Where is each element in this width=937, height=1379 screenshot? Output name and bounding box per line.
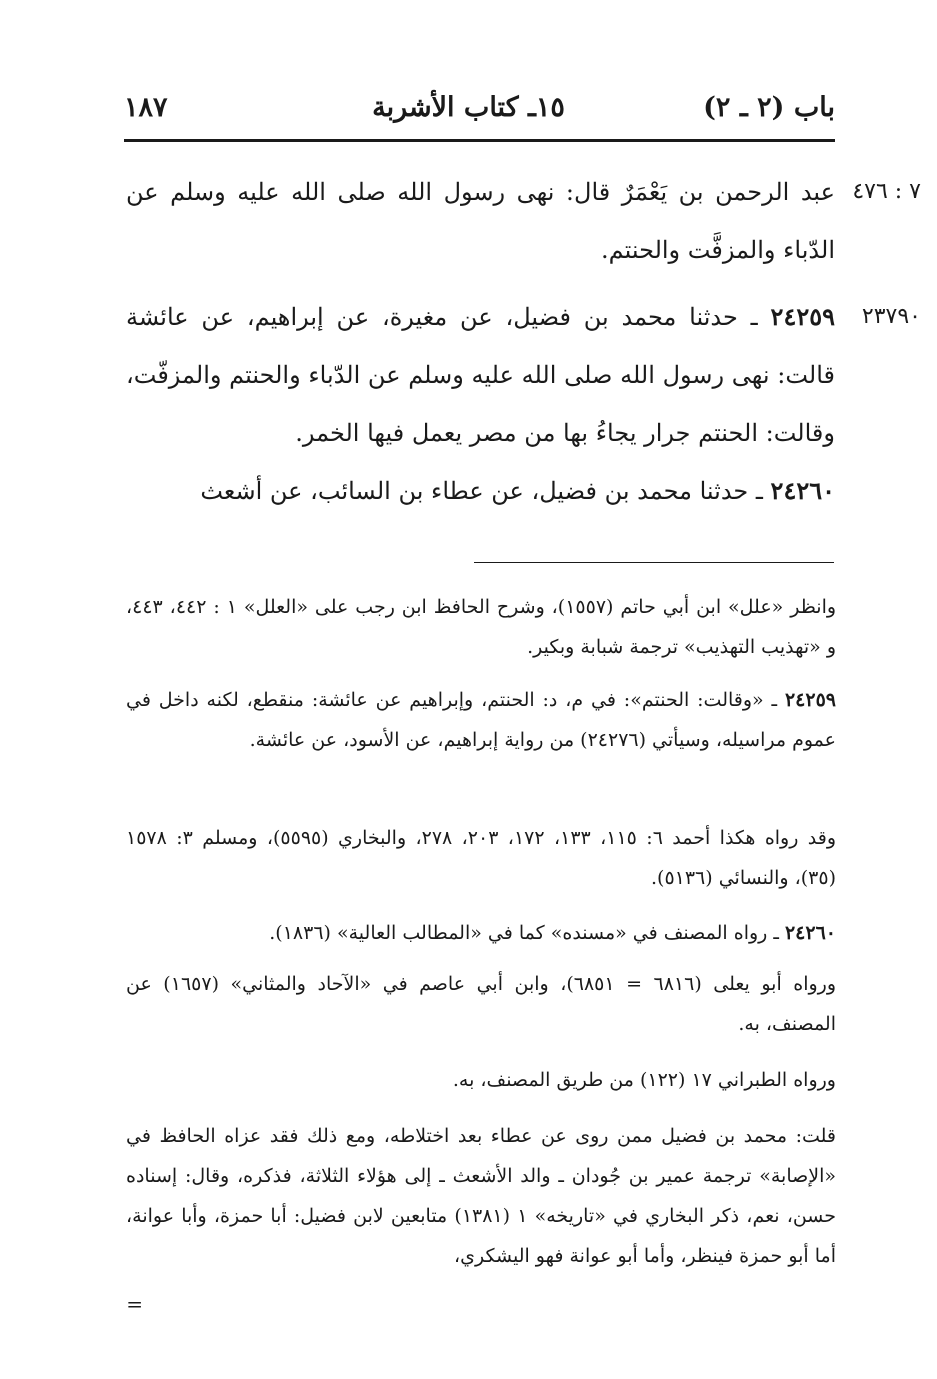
hadith-24259 [126, 288, 835, 462]
margin-reference-2: ٢٣٧٩٠ [861, 304, 921, 329]
footnote-24259 [126, 680, 836, 760]
hadith-24260-body [126, 462, 835, 520]
hadith-number: ٢٤٢٥٩ [770, 302, 835, 331]
margin-reference-1: ٧ : ٤٧٦ [852, 179, 921, 204]
footnote-3 [126, 818, 836, 898]
footnote-24260-body: ـ رواه المصنف في «مسنده» كما في «المطالب العالية» (١٨٣٦). [269, 922, 785, 944]
footnote-number: ٢٤٢٥٩ [784, 689, 836, 711]
hadith-24259-body [126, 288, 835, 462]
footnote-5-text: ورواه أبو يعلى (٦٨١٦ = ٦٨٥١)، وابن أبي عاصم في «الآحاد والمثاني» (١٦٥٧) عن المصنف، به. [126, 973, 836, 1035]
footnote-7 [126, 1116, 836, 1276]
footnote-1-text: وانظر «علل» ابن أبي حاتم (١٥٥٧)، وشرح الحافظ ابن رجب على «العلل» ١ : ٤٤٢، ٤٤٣، و «تهذيب التهذيب» ترجمة شبابة وبكير. [126, 596, 837, 658]
header-rule [124, 139, 835, 142]
hadith-24259-text: ـ حدثنا محمد بن فضيل، عن مغيرة، عن إبراهيم، عن عائشة قالت: نهى رسول الله صلى الله عليه وسلم عن الدّباء والحنتم والمزفّت، وقالت: الحنتم جرار يجاءُ بها من مصر يعمل فيها الخمر. [126, 303, 835, 447]
continuation-mark: = [126, 1292, 143, 1316]
hadith-text-1 [126, 163, 835, 279]
footnote-5 [126, 964, 836, 1044]
hadith-24260 [126, 462, 835, 520]
footnote-24260 [126, 913, 836, 953]
footnote-24259-text [126, 680, 836, 760]
footnote-24260-text [126, 913, 836, 953]
book-title: ١٥ـ كتاب الأشربة [372, 92, 565, 123]
footnote-6 [126, 1060, 836, 1100]
hadith-text-1-body: عبد الرحمن بن يَعْمَرٌ قال: نهى رسول الله صلى الله عليه وسلم عن الدّباء والمزفَّت والحنتم. [126, 178, 835, 264]
footnote-number: ٢٤٢٦٠ [784, 922, 836, 944]
hadith-number: ٢٤٢٦٠ [770, 476, 835, 505]
footnote-3-text: وقد رواه هكذا أحمد ٦: ١١٥، ١٣٣، ١٧٢، ٢٠٣، ٢٧٨، والبخاري (٥٥٩٥)، ومسلم ٣: ١٥٧٨ (٣٥)، والنسائي (٥١٣٦). [126, 827, 837, 889]
chapter-heading: باب (٢ ـ ٢) [703, 92, 835, 123]
page-number: ١٨٧ [124, 92, 168, 123]
footnote-6-text: ورواه الطبراني ١٧ (١٢٢) من طريق المصنف، به. [452, 1069, 836, 1091]
footnote-7-text: قلت: محمد بن فضيل ممن روى عن عطاء بعد اختلاطه، ومع ذلك فقد عزاه الحافظ في «الإصابة» ترجمة عمير بن جُودان ـ والد الأشعث ـ إلى هؤلاء الثلاثة، فذكره، وقال: إسناده حسن، نعم، ذكر البخاري في «تاريخه» ١ (١٣٨١) متابعين لابن فضيل: أبا حمزة، وأبا عوانة، أما أبو حمزة فينظر، وأما أبو عوانة فهو اليشكري، [126, 1125, 836, 1267]
footnote-separator [474, 562, 834, 563]
footnote-24259-body: ـ «وقالت: الحنتم»: في م، د: الحنتم، وإبراهيم عن عائشة: منقطع، لكنه داخل في عموم مراسيله، وسيأتي (٢٤٢٧٦) من رواية إبراهيم، عن الأسود، عن عائشة. [126, 689, 836, 751]
footnote-1 [126, 587, 836, 667]
hadith-24260-text: ـ حدثنا محمد بن فضيل، عن عطاء بن السائب، عن أشعث [200, 477, 771, 505]
